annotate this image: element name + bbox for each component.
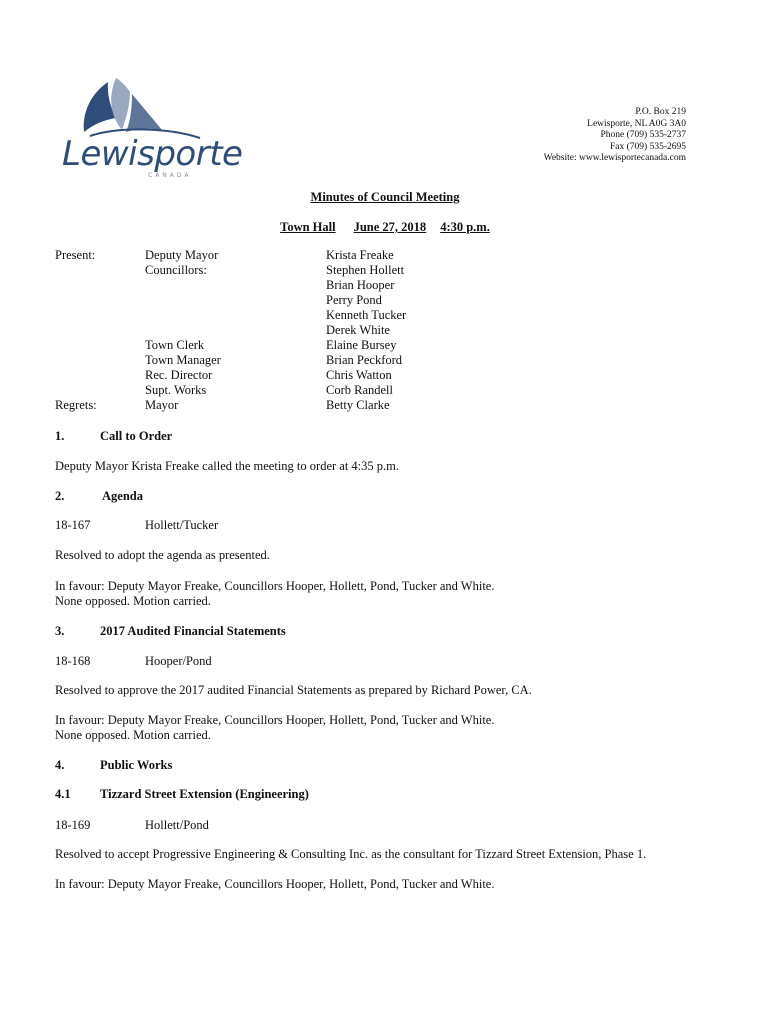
resolution-movers: Hooper/Pond <box>145 654 212 668</box>
meeting-details <box>0 220 770 235</box>
attendee-name: Perry Pond <box>326 293 382 307</box>
section-heading-tizzard-street <box>55 787 309 802</box>
town-logo <box>60 72 243 182</box>
role: Rec. Director <box>145 368 213 382</box>
attendee-name: Krista Freake <box>326 248 394 262</box>
meeting-place: Town Hall <box>280 220 336 234</box>
section-number: 4. <box>55 758 65 772</box>
section-heading-call-to-order <box>55 429 172 444</box>
resolution-movers: Hollett/Tucker <box>145 518 219 532</box>
attendee-name: Derek White <box>326 323 390 337</box>
logo-tagline: CANADA <box>148 172 192 179</box>
attendee-name: Kenneth Tucker <box>326 308 407 322</box>
resolution-text: Resolved to approve the 2017 audited Financial Statements as prepared by Richard Power, CA. <box>55 683 532 697</box>
section-heading-public-works <box>55 758 172 773</box>
role: Town Clerk <box>145 338 205 352</box>
role <box>145 308 221 323</box>
present-label: Present: <box>55 248 96 262</box>
address-city: Lewisporte, NL A0G 3A0 <box>587 118 686 129</box>
attendee-name: Brian Peckford <box>326 353 403 367</box>
attendee-name: Elaine Bursey <box>326 338 397 352</box>
vote-in-favour: In favour: Deputy Mayor Freake, Councillors Hooper, Hollett, Pond, Tucker and White. <box>55 877 495 891</box>
attendance-labels <box>55 248 97 413</box>
role <box>145 293 221 308</box>
section-heading-financial-statements <box>55 624 286 639</box>
section-title: Public Works <box>100 758 173 772</box>
logo-wordmark: Lewisporte <box>62 134 243 174</box>
section-number: 4.1 <box>55 787 71 801</box>
vote-in-favour: In favour: Deputy Mayor Freake, Councillors Hooper, Hollett, Pond, Tucker and White. <box>55 579 495 593</box>
role: Councillors: <box>145 263 207 277</box>
section-title: Call to Order <box>100 429 173 443</box>
section-title: 2017 Audited Financial Statements <box>100 624 286 638</box>
attendee-name: Stephen Hollett <box>326 263 405 277</box>
attendee-name: Corb Randell <box>326 383 394 397</box>
role: Mayor <box>145 398 179 412</box>
attendee-name: Betty Clarke <box>326 398 390 412</box>
section-number: 1. <box>55 429 65 443</box>
vote-in-favour: In favour: Deputy Mayor Freake, Councillors Hooper, Hollett, Pond, Tucker and White. <box>55 713 495 727</box>
address-block <box>544 107 686 165</box>
resolution-number: 18-168 <box>55 654 91 668</box>
resolution-line-18-169 <box>55 818 209 833</box>
resolution-number: 18-169 <box>55 818 91 832</box>
title-text: Minutes of Council Meeting <box>310 190 460 204</box>
meeting-time: 4:30 p.m. <box>440 220 490 234</box>
call-to-order-text: Deputy Mayor Krista Freake called the meeting to order at 4:35 p.m. <box>55 459 399 473</box>
role <box>145 278 221 293</box>
attendance-roles <box>145 248 221 413</box>
address-phone: Phone (709) 535-2737 <box>600 130 686 141</box>
resolution-number: 18-167 <box>55 518 91 532</box>
address-fax: Fax (709) 535-2695 <box>610 141 686 152</box>
attendance-names <box>326 248 406 413</box>
attendee-name: Brian Hooper <box>326 278 395 292</box>
address-website: Website: www.lewisportecanada.com <box>543 153 686 164</box>
document-title <box>0 190 770 205</box>
attendee-name: Chris Watton <box>326 368 392 382</box>
regrets-label: Regrets: <box>55 398 97 412</box>
resolution-line-18-168 <box>55 654 212 669</box>
vote-result: None opposed. Motion carried. <box>55 728 211 742</box>
vote-result: None opposed. Motion carried. <box>55 594 211 608</box>
role: Supt. Works <box>145 383 207 397</box>
meeting-date: June 27, 2018 <box>353 220 427 234</box>
resolution-movers: Hollett/Pond <box>145 818 209 832</box>
section-title: Tizzard Street Extension (Engineering) <box>100 787 309 801</box>
section-heading-agenda <box>55 489 143 504</box>
role: Deputy Mayor <box>145 248 219 262</box>
address-po-box: P.O. Box 219 <box>635 107 686 117</box>
resolution-text: Resolved to accept Progressive Engineering & Consulting Inc. as the consultant for Tizzard Street Extension, Phase 1. <box>55 847 647 861</box>
section-number: 2. <box>55 489 65 503</box>
role <box>145 323 221 338</box>
section-title: Agenda <box>102 489 143 503</box>
resolution-text: Resolved to adopt the agenda as presented. <box>55 548 270 562</box>
role: Town Manager <box>145 353 221 367</box>
resolution-line-18-167 <box>55 518 218 533</box>
sail-logo-icon <box>60 72 230 142</box>
section-number: 3. <box>55 624 65 638</box>
